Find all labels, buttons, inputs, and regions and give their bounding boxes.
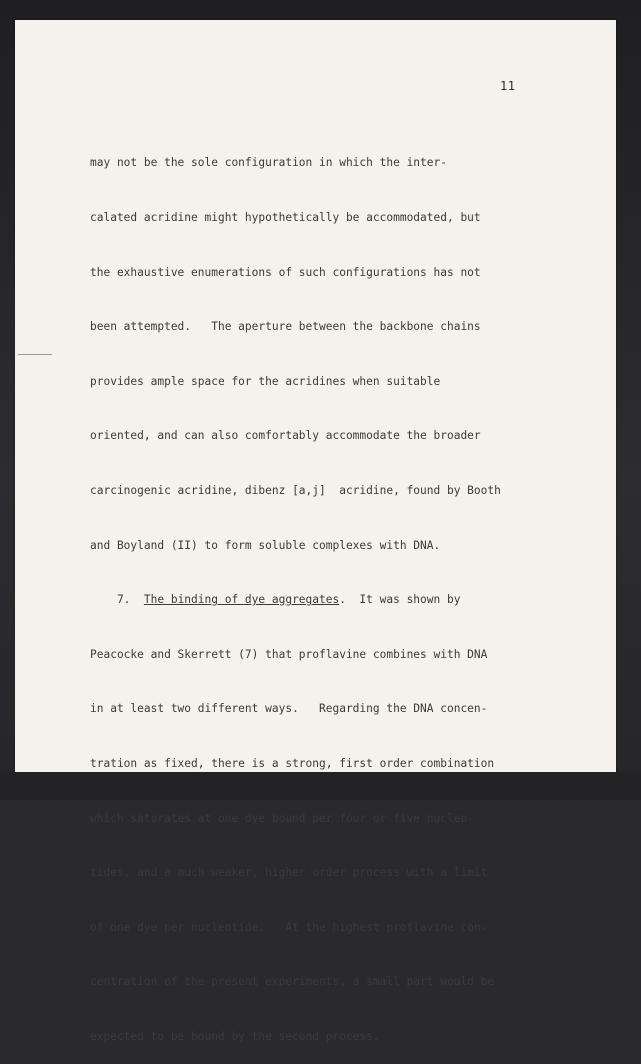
text-line: in at least two different ways. Regarding the DNA concen- xyxy=(90,702,488,716)
text-line: tration as fixed, there is a strong, first order combination xyxy=(90,756,495,770)
text-line: which saturates at one dye bound per four or five nucleo- xyxy=(90,811,474,825)
text-line: oriented, and can also comfortably accommodate the broader xyxy=(90,429,481,443)
section-number: 7. xyxy=(90,593,144,607)
text-line: carcinogenic acridine, dibenz [a,j] acridine, found by Booth xyxy=(90,483,501,497)
text-line: expected to be bound by the second process. xyxy=(90,1029,380,1043)
text-line: provides ample space for the acridines when suitable xyxy=(90,374,441,388)
section-heading: The binding of dye aggregates xyxy=(143,593,340,607)
text-line: Peacocke and Skerrett (7) that proflavine combines with DNA xyxy=(90,647,488,661)
text-line: of one dye per nucleotide. At the highest proflavine con- xyxy=(90,920,488,934)
page-number: 11 xyxy=(500,79,516,93)
text-line: and Boyland (II) to form soluble complexes with DNA. xyxy=(90,538,441,552)
body-text xyxy=(90,118,550,1064)
section-heading-line xyxy=(90,591,550,609)
text-line: tides, and a much weaker, higher order process with a limit xyxy=(90,866,488,880)
margin-mark xyxy=(18,354,52,355)
text-line: the exhaustive enumerations of such configurations has not xyxy=(90,265,481,279)
text-line: centration of the present experiments, a small part would be xyxy=(90,975,495,989)
text-line: calated acridine might hypothetically be accommodated, but xyxy=(90,211,481,224)
text-line: may not be the sole configuration in which the inter- xyxy=(90,156,447,170)
heading-line-rest: . It was shown by xyxy=(339,593,461,607)
text-line: been attempted. The aperture between the backbone chains xyxy=(90,320,481,334)
scan-bottom-edge xyxy=(0,772,641,800)
